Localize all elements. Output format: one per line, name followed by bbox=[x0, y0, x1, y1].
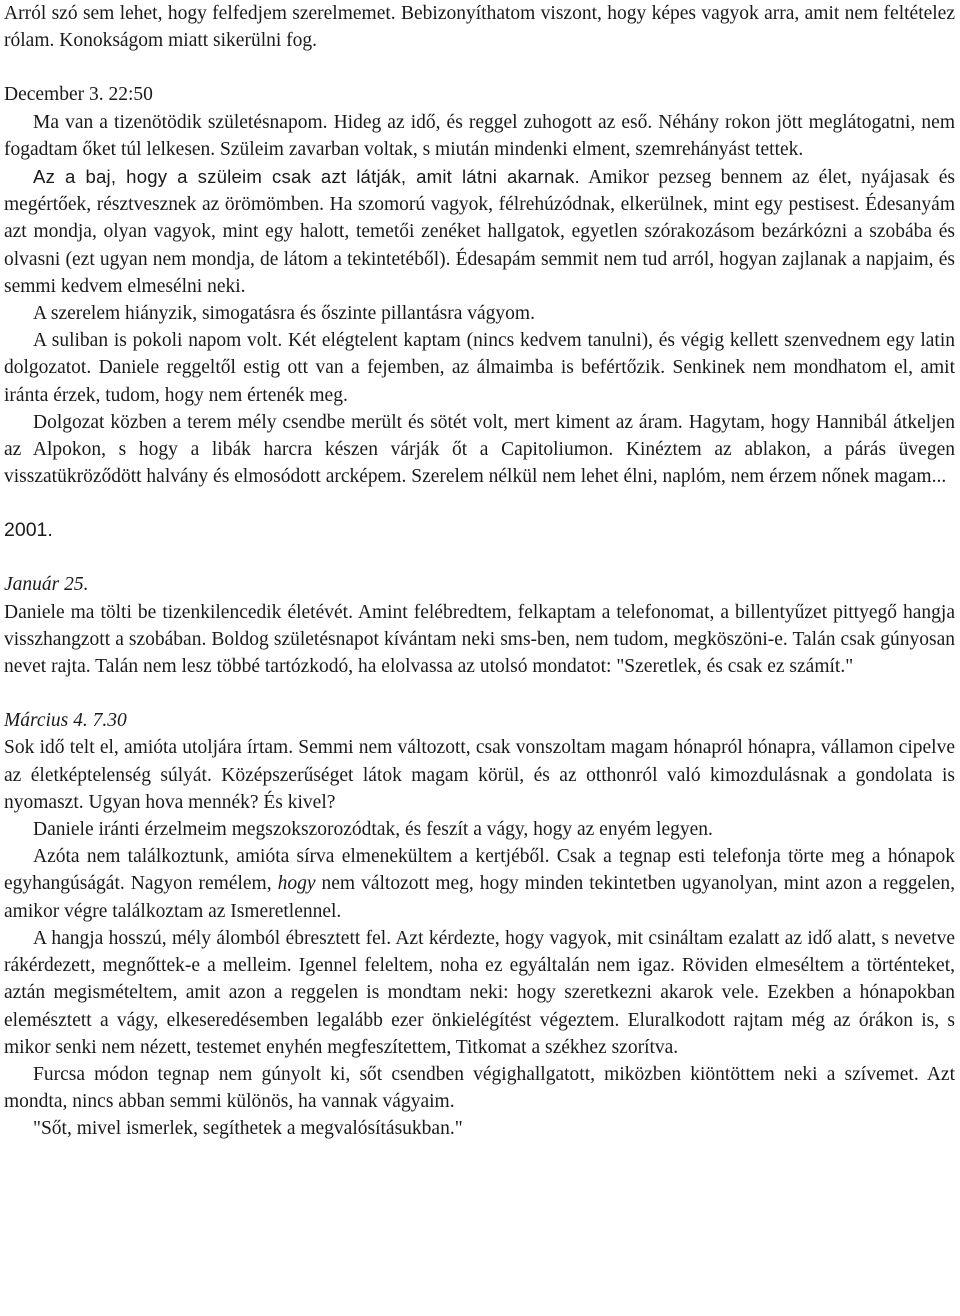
entry-date-december-3: December 3. 22:50 bbox=[4, 84, 153, 106]
paragraph-jan25-1: Daniele ma tölti be tizenkilencedik életévét. Amint felébredtem, felkaptam a telefonomat, a billentyűzet pittyegő hangja visszhangzott a szobában. Boldog születésnapot kívántam neki sms-ben, nem tudom, megköszöni-e. Talán csak gúnyosan nevet rajta. Talán nem lesz többé tartózkodó, ha elolvassa az utolsó mondatot: "Szeretlek, és csak ez számít." bbox=[4, 601, 955, 678]
paragraph-dec3-1: Ma van a tizenötödik születésnapom. Hideg az idő, és reggel zuhogott az eső. Néhány rokon jött meglátogatni, nem fogadtam őket túl lelkesen. Szüleim zavarban voltak, s miután mindenki elment, szemrehányást tettek. bbox=[4, 111, 955, 160]
paragraph-dec3-5: Dolgozat közben a terem mély csendbe merült és sötét volt, mert kiment az áram. Hagytam, hogy Hannibál átkeljen az Alpokon, s hogy a libák harcra készen várják őt a Capitoliumon. Kinéztem az ablakon, a párás üvegen visszatükröződött halvány és elmosódott arcképem. Szerelem nélkül nem lehet élni, naplóm, nem érzem nőnek magam... bbox=[4, 411, 955, 488]
paragraph-dec3-2-tail: Édesanyám azt mondja, olyan vagyok, mint egy halott, temetői zenéket hallgatok, egyetlen szórakozásom bezárkózni a szobába és olvasni (ezt ugyan nem mondja, de látom a tekintetéből). Édesapám semmit nem tud arról, hogyan zajlanak a napjaim, és semmi kedvem elmesélni neki. bbox=[4, 194, 955, 297]
spacer bbox=[4, 544, 955, 571]
paragraph-mar4-3-italic: hogy bbox=[277, 873, 316, 895]
paragraph-mar4-1: Sok idő telt el, amióta utoljára írtam. Semmi nem változott, csak vonszoltam magam hónapról hónapra, vállamon cipelve az életképtelenség súlyát. Középszerűséget látok magam körül, és az otthonról való kimozdulásnak a gondolata is nyomaszt. Ugyan hova mennék? És kivel? bbox=[4, 737, 955, 813]
paragraph-intro-end: Arról szó sem lehet, hogy felfedjem szerelmemet. Bebizonyíthatom viszont, hogy képes vagyok arra, amit nem feltételez rólam. Konokságom miatt sikerülni fog. bbox=[4, 3, 955, 52]
paragraph-mar4-2: Daniele iránti érzelmeim megszokszorozódtak, és feszít a vágy, hogy az enyém legyen. bbox=[33, 819, 713, 841]
spacer bbox=[4, 680, 955, 707]
paragraph-dec3-2-sans: Az a baj, hogy a szüleim csak azt látják, amit látni akarnak. bbox=[33, 166, 580, 188]
spacer bbox=[4, 490, 955, 517]
paragraph-dec3-3: A szerelem hiányzik, simogatásra és őszinte pillantásra vágyom. bbox=[33, 303, 535, 325]
paragraph-mar4-4: A hangja hosszú, mély álomból ébresztett fel. Azt kérdezte, hogy vagyok, mit csináltam ezalatt az idő alatt, s nevetve rákérdezett, megnőttek-e a melleim. Igennel feleltem, noha ez egyáltalán nem igaz. Röviden elmeséltem a történteket, aztán megismételtem, amit azon a reggelen is mondtam neki: hogy szeretkezni akarok vele. Ezekben a hónapokban elemésztett a vágy, elkeseredésemben legalább ezer önkielégítést végeztem. Eluralkodott rajtam még az órákon is, s mikor senki nem nézett, testemet enyhén megfeszítettem, Titkomat a székhez szorítva. bbox=[4, 927, 955, 1058]
paragraph-mar4-6: "Sőt, mivel ismerlek, segíthetek a megvalósításukban." bbox=[33, 1118, 463, 1140]
paragraph-dec3-4: A suliban is pokoli napom volt. Két elégtelent kaptam (nincs kedvem tanulni), és végig kellett szenvednem egy latin dolgozatot. Daniele reggeltől estig ott van a fejemben, az álmaimba is befértőzik. Senkinek nem mondhatom el, amit iránta érzek, tudom, hogy nem értenék meg. bbox=[4, 330, 955, 406]
paragraph-mar4-3-a: Azóta nem találkoztunk, amióta sírva elmenekültem a kertjéből. Csak a tegnap esti telefonja törte meg a hónapok egyhangúságát. Nagyon remélem, bbox=[4, 846, 955, 895]
document-page bbox=[4, 0, 955, 1143]
year-heading: 2001. bbox=[4, 519, 53, 542]
entry-date-march-4: Március 4. 7.30 bbox=[4, 710, 127, 732]
paragraph-dec3-2-rest: Amikor pezseg bennem az élet, nyájasak és megértőek, résztvesznek az örömömben. Ha szomorú vagyok, félrehúzódnak, elkerülnek, mint egy pestisest. bbox=[4, 167, 955, 216]
paragraph-mar4-3 bbox=[4, 843, 955, 925]
spacer bbox=[4, 54, 955, 81]
paragraph-mar4-3-b: nem változott meg, hogy minden tekintetben ugyanolyan, mint azon a reggelen, amikor végre találkoztam az Ismeretlennel. bbox=[4, 873, 955, 922]
paragraph-mar4-5: Furcsa módon tegnap nem gúnyolt ki, sőt csendben végighallgatott, miközben kiöntöttem neki a szívemet. Azt mondta, nincs abban semmi különös, ha vannak vágyaim. bbox=[4, 1063, 955, 1113]
paragraph-dec3-2 bbox=[4, 163, 955, 300]
entry-date-january-25: Január 25. bbox=[4, 574, 89, 596]
